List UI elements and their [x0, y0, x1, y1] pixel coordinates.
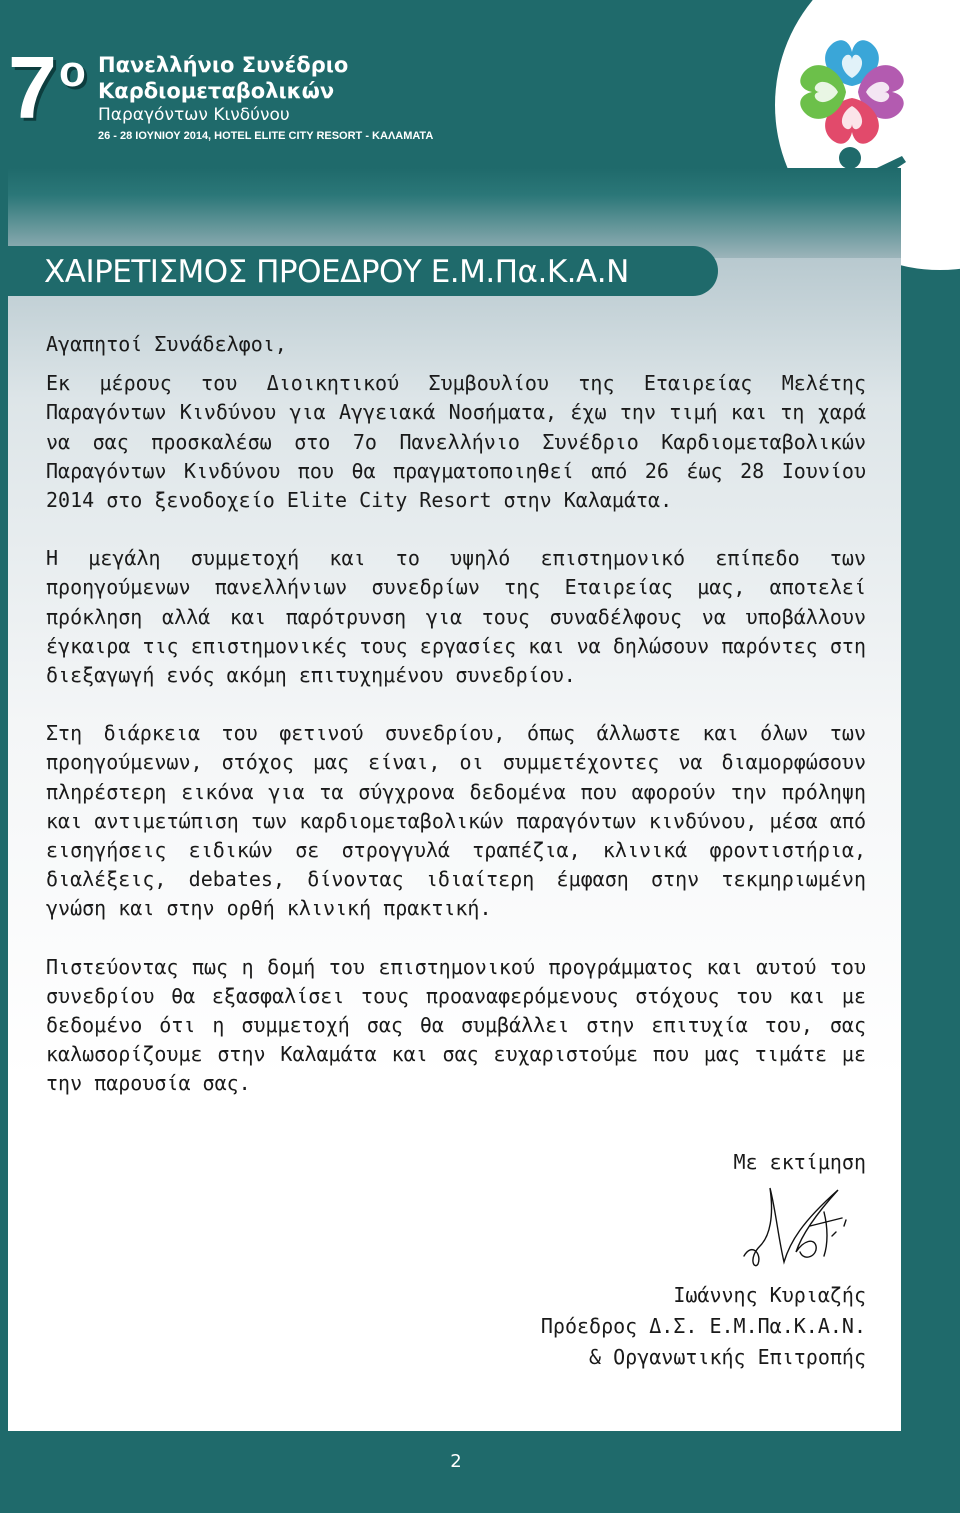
- section-banner: [8, 246, 718, 296]
- signer-role-2: & Οργανωτικής Επιτροπής: [589, 1345, 866, 1369]
- greeting: Αγαπητοί Συνάδελφοι,: [46, 332, 287, 356]
- date-venue: 26 - 28 ΙΟΥΝΙΟΥ 2014, HOTEL ELITE CITY RESORT - ΚΑΛΑΜΑΤΑ: [98, 130, 434, 142]
- signer-block: [541, 1280, 866, 1373]
- header-gradient-band: [8, 168, 901, 258]
- edition-suffix: ο: [58, 47, 86, 96]
- paragraph-1: Εκ μέρους του Διοικητικού Συμβουλίου της Εταιρείας Μελέτης Παραγόντων Κινδύνου για Αγγειακά Νοσήματα, έχω την τιμή και τη χαρά να σας προσκαλέσω στο 7ο Πανελλήνιο Συνέδριο Καρδιομεταβολικών Παραγόντων Κινδύνου που θα πραγματοποιηθεί από 26 έως 28 Ιουνίου 2014 στο ξενοδοχείο Elite City Resort στην Καλαμάτα.: [46, 371, 866, 513]
- section-heading: ΧΑΙΡΕΤΙΣΜΟΣ ΠΡΟΕΔΡΟΥ Ε.Μ.Πα.Κ.Α.Ν: [44, 254, 629, 290]
- page-number: 2: [450, 1451, 462, 1472]
- edition-number: $7^o$: [8, 38, 86, 137]
- signer-role-1: Πρόεδρος Δ.Σ. Ε.Μ.Πα.Κ.Α.Ν.: [540, 1314, 866, 1338]
- closing-phrase: Με εκτίμηση: [733, 1150, 866, 1174]
- title-lines: [98, 52, 518, 144]
- signer-name: Ιωάννης Κυριαζής: [673, 1283, 866, 1307]
- title-line2: Καρδιομεταβολικών: [98, 79, 335, 103]
- paragraph-4: Πιστεύοντας πως η δομή του επιστημονικού προγράμματος και αυτού του συνεδρίου θα εξασφαλίσει τους προαναφερόμενους στόχους του και με δεδομένο ότι η συμμετοχή σας θα συμβάλλει στην επιτυχία του, σας καλωσορίζουμε στην Καλαμάτα και σας ευχαριστούμε που μας τιμάτε με την παρουσία σας.: [46, 954, 866, 1096]
- paragraph-2: Η μεγάλη συμμετοχή και το υψηλό επιστημονικό επίπεδο των προηγούμενων πανελλήνιων συνεδρίων της Εταιρείας μας, αποτελεί πρόκληση αλλά και παρότρυνση για τους συναδέλφους να υποβάλλουν έγκαιρα τις επιστημονικές τους εργασίες και να δηλώσουν παρόντες στη διεξαγωγή ενός ακόμη επιτυχημένου συνεδρίου.: [46, 546, 866, 688]
- letter-body: [46, 330, 866, 1128]
- signature-icon: [740, 1182, 860, 1272]
- title-line3: Παραγόντων Κινδύνου: [98, 105, 290, 125]
- title-line1: Πανελλήνιο Συνέδριο: [98, 53, 349, 77]
- paragraph-3: Στη διάρκεια του φετινού συνεδρίου, όπως άλλωστε και όλων των προηγούμενων, στόχος μας είναι, οι συμμετέχοντες να διαμορφώσουν πληρέστερη εικόνα για τα σύγχρονα δεδομένα που αφορούν την πρόληψη και αντιμετώπιση των καρδιομεταβολικών παραγόντων κινδύνου, μέσα από εισηγήσεις ειδικών σε στρογγυλά τραπέζια, κλινικά φροντιστήρια, διαλέξεις, debates, δίνοντας ιδιαίτερη έμφαση στην τεκμηριωμένη γνώση και στην ορθή κλινική πρακτική.: [46, 721, 866, 921]
